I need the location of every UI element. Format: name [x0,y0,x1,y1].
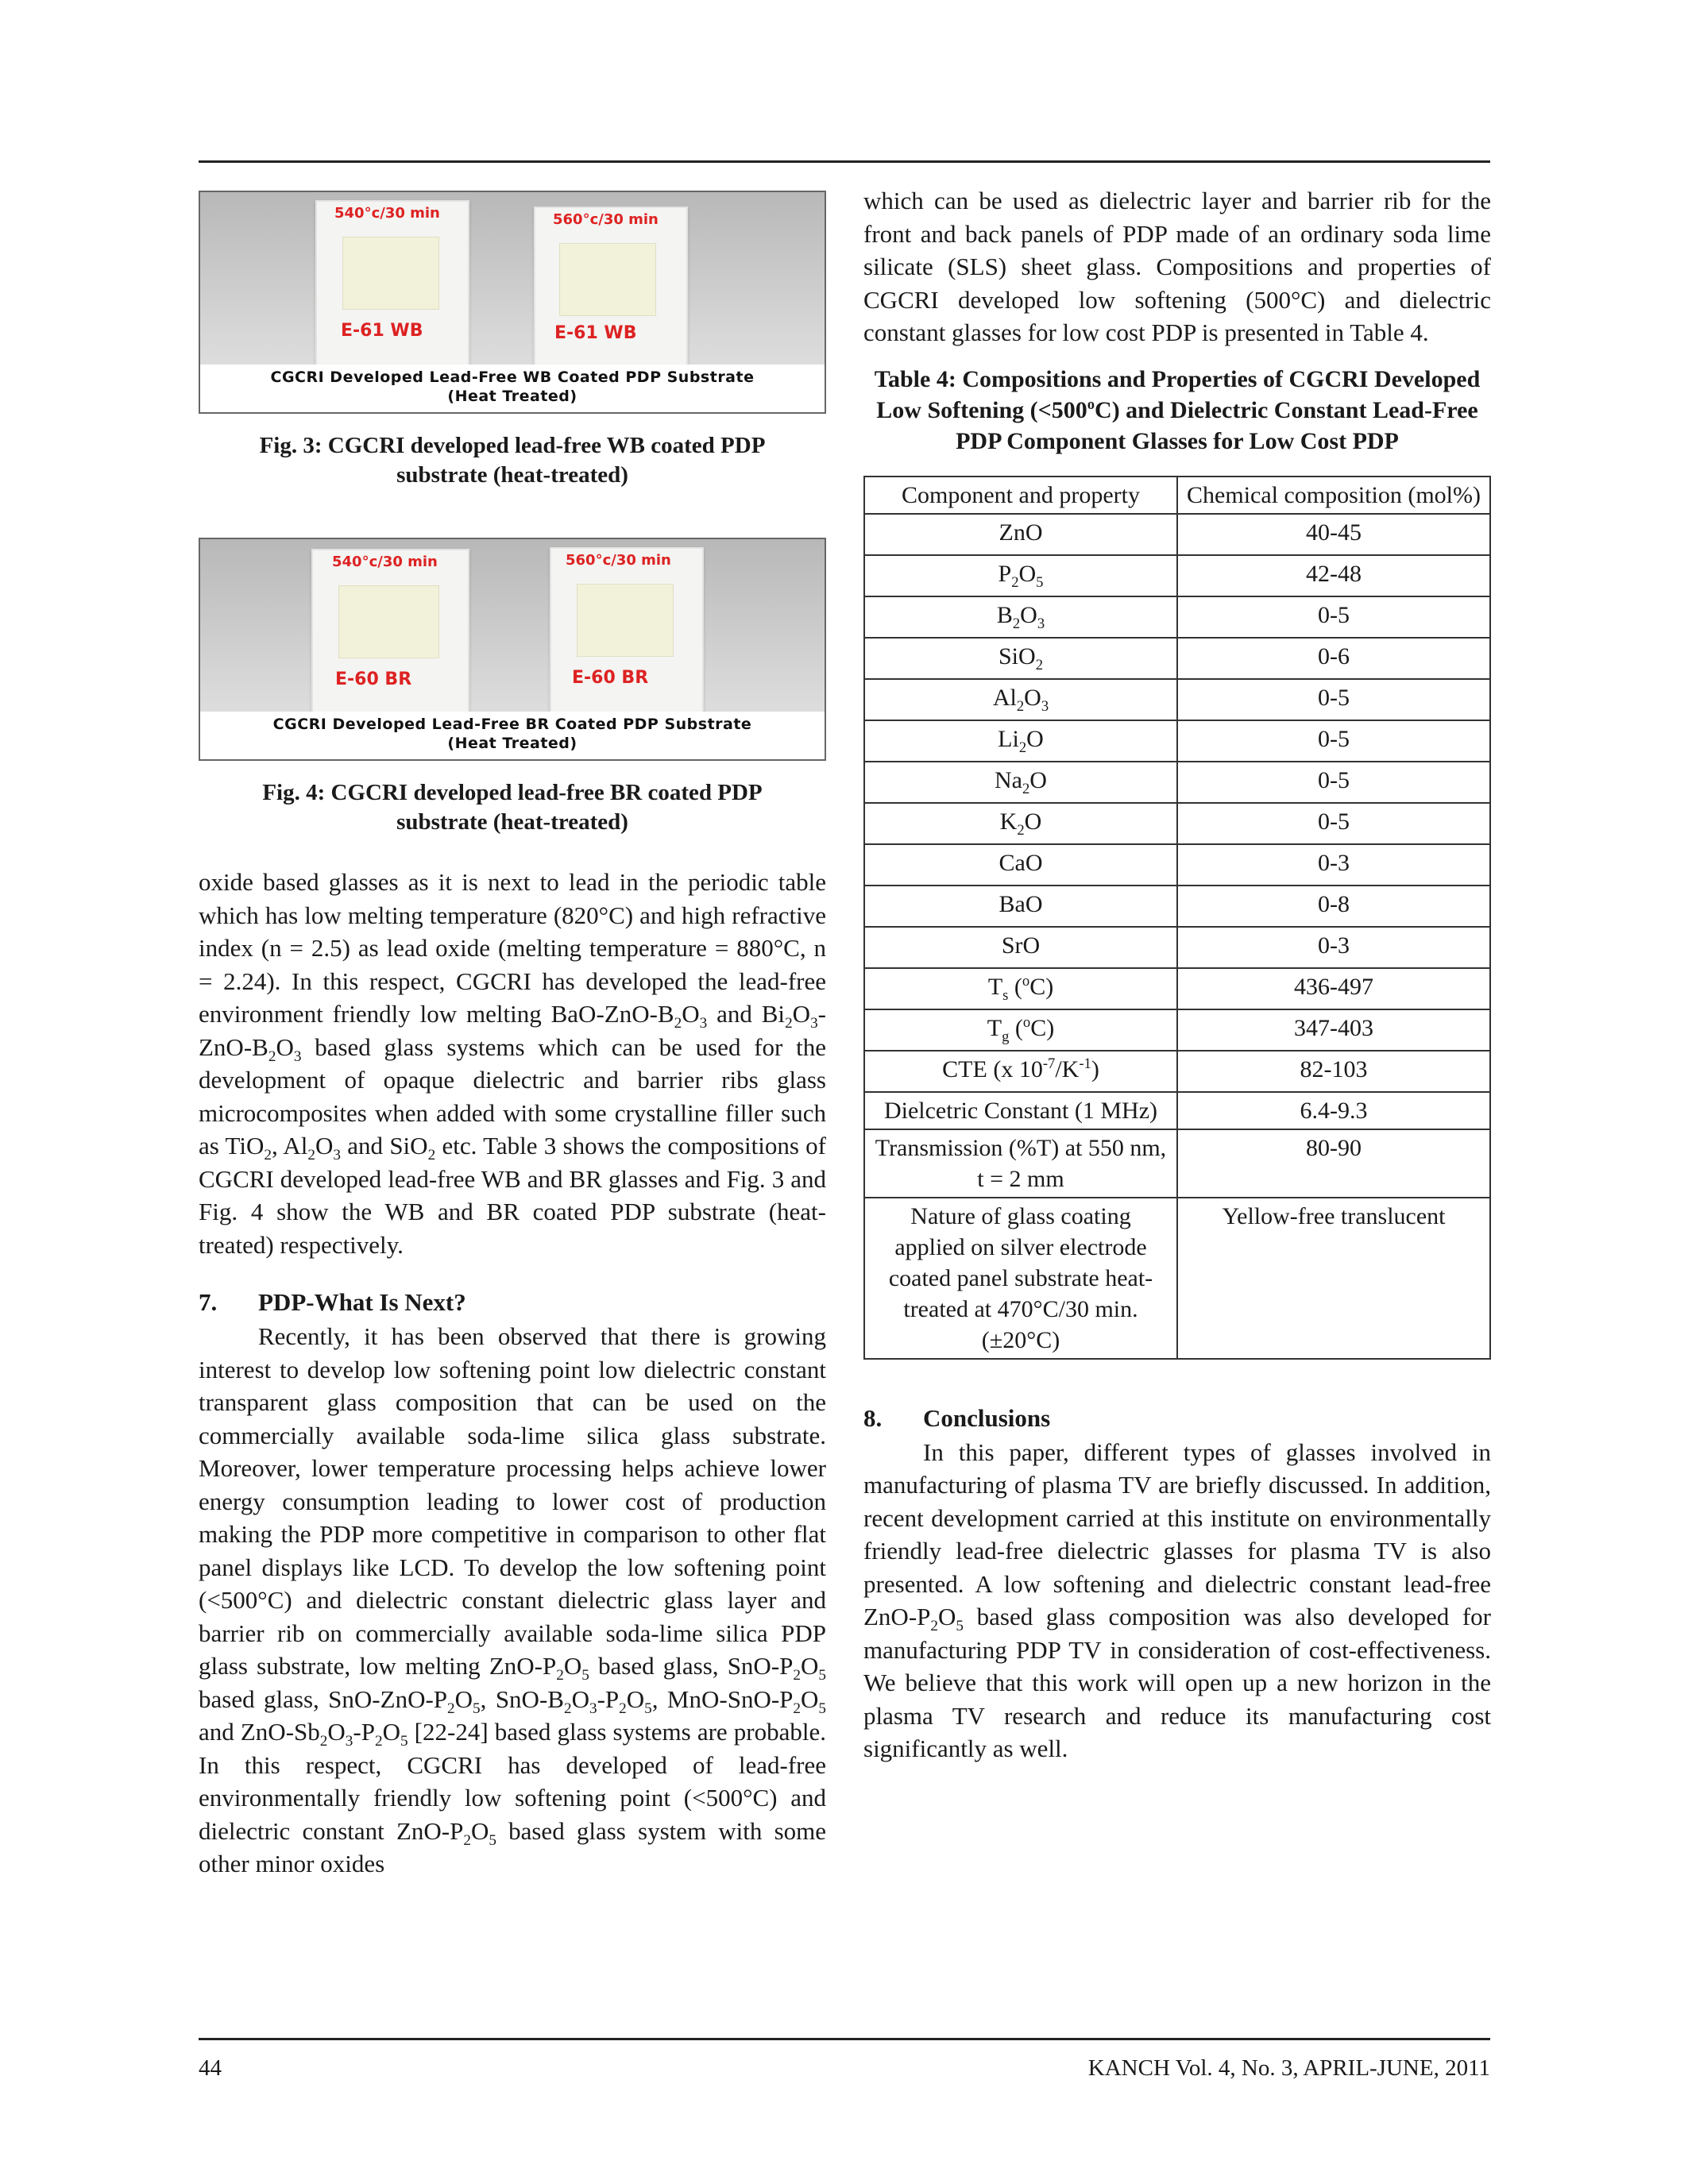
table-row [864,514,1490,555]
strip-line: CGCRI Developed Lead-Free BR Coated PDP Substrate [272,716,752,733]
table-row [864,1198,1490,1359]
value-cell: 0-5 [1177,803,1490,844]
component-cell: CTE (x $10^{-7}/K^{-1}$) [864,1051,1177,1092]
component-cell: $Na_2O$ [864,762,1177,803]
value-cell: 347-403 [1177,1009,1490,1051]
component-cell: Nature of glass coating applied on silver electrode coated panel substrate heat-treated at 470°C/30 min. (±20°C) [864,1198,1177,1359]
caption-line: Fig. 3: CGCRI developed lead-free WB coated PDP [259,433,766,458]
slide-label-bottom: E-60 BR [335,669,412,689]
slide-right [534,206,688,369]
table-row [864,1092,1490,1129]
value-cell: 0-5 [1177,720,1490,762]
strip-line: (Heat Treated) [447,735,577,752]
journal-info: KANCH Vol. 4, No. 3, APRIL-JUNE, 2011 [1087,2055,1490,2081]
table-row [864,803,1490,844]
component-cell: Transmission (%T) at 550 nm, t = 2 mm [864,1129,1177,1198]
header-cell: Component and property [864,477,1177,514]
coating-patch [577,584,674,657]
table-header-row [864,477,1490,514]
table-row [864,968,1490,1009]
figure-strip [200,712,825,759]
table-row [864,927,1490,968]
table-row [864,762,1490,803]
value-cell: 0-3 [1177,927,1490,968]
caption-line: substrate (heat-treated) [396,809,628,835]
strip-line: CGCRI Developed Lead-Free WB Coated PDP Substrate [270,369,755,386]
component-cell: BaO [864,886,1177,927]
component-cell: $B_2O_3$ [864,596,1177,638]
table-row [864,596,1490,638]
table-4 [863,476,1491,1360]
page-number: 44 [199,2055,222,2081]
component-cell: $P_2O_5$ [864,555,1177,596]
component-cell: $T_s$ ($^o$C) [864,968,1177,1009]
value-cell: Yellow-free translucent [1177,1198,1490,1359]
value-cell: 80-90 [1177,1129,1490,1198]
table-row [864,720,1490,762]
table-row [864,679,1490,720]
slide-label-top: 560°c/30 min [553,211,659,228]
table-row [864,1009,1490,1051]
value-cell: 0-5 [1177,762,1490,803]
value-cell: 0-6 [1177,638,1490,679]
component-cell: SiO$_2$ [864,638,1177,679]
component-cell: SrO [864,927,1177,968]
slide-label-bottom: E-61 WB [554,323,637,343]
section-8-paragraph: In this paper, different types of glasses involved in manufacturing of plasma TV are briefly discussed. In addition, recent development carried at this institute on environmentally friendly lead-free dielectric glasses for plasma TV is also presented. A low softening and dielectric constant lead-free ZnO-$P_2O_5$ based glass composition was also developed for manufacturing PDP TV in consideration of cost-effectiveness. We believe that this work will open up a new horizon in the plasma TV research and reduce its manufacturing cost significantly as well. [863,1437,1491,1762]
slide-left [311,549,469,715]
coating-patch [559,243,656,316]
component-cell: $Al_2O_3$ [864,679,1177,720]
value-cell: 0-5 [1177,679,1490,720]
component-cell: ZnO [864,514,1177,555]
table-row [864,555,1490,596]
coating-patch [338,585,439,658]
value-cell: 82-103 [1177,1051,1490,1092]
table-4-title: Table 4: Compositions and Properties of CGCRI Developed Low Softening $(<500^oC)$ and Dielectric Constant Lead-Free PDP Component Glasses for Low Cost PDP [874,365,1481,454]
header-rule [199,160,1490,163]
caption-line: Fig. 4: CGCRI developed lead-free BR coated PDP [262,780,763,805]
section-7-heading: 7. PDP-What Is Next? [199,1288,466,1316]
value-cell: 0-8 [1177,886,1490,927]
component-cell: $T_g$ ($^o$C) [864,1009,1177,1051]
component-cell: Dielcetric Constant (1 MHz) [864,1092,1177,1129]
value-cell: 6.4-9.3 [1177,1092,1490,1129]
right-paragraph: which can be used as dielectric layer and barrier rib for the front and back panels of PDP made of an ordinary soda lime silicate (SLS) sheet glass. Compositions and properties of CGCRI developed low softening (500°C) and dielectric constant glasses for low cost PDP is presented in Table 4. [863,187,1491,346]
left-paragraph: oxide based glasses as it is next to lead in the periodic table which has low melting temperature (820°C) and high refractive index (n = 2.5) as lead oxide (melting temperature = 880°C, n = 2.24). In this respect, CGCRI has developed the lead-free environment friendly low melting BaO-$ZnO-B_2O_3$ and $Bi_2O_3-ZnO-B_2O_3$ based glass systems which can be used for the development of opaque dielectric and barrier ribs glass microcomposites when added with some crystalline filler such as TiO$_2$, $Al_2O_3$ and SiO$_2$ etc. Table 3 shows the compositions of CGCRI developed lead-free WB and BR glasses and Fig. 3 and Fig. 4 show the WB and BR coated PDP substrate (heat-treated) respectively. [199,868,827,1259]
slide-label-top: 540°c/30 min [334,205,440,222]
left-column [199,191,826,1881]
slide-label-top: 540°c/30 min [332,554,438,570]
strip-line: (Heat Treated) [447,388,577,405]
table-row [864,638,1490,679]
value-cell: 0-3 [1177,844,1490,886]
figure-strip [200,365,825,412]
slide-label-bottom: E-61 WB [341,321,423,341]
footer-rule [199,2038,1490,2040]
slide-right [550,547,704,717]
figure-4-caption [207,778,818,837]
component-cell: $K_2O$ [864,803,1177,844]
right-column [863,187,1491,1765]
section-7-paragraph: Recently, it has been observed that there is growing interest to develop low softening point low dielectric constant transparent glass composition that can be used on the commercially available soda-lime silica glass substrate. Moreover, lower temperature processing helps achieve lower energy consumption leading to lower cost of production making the PDP more competitive in comparison to other flat panel displays like LCD. To develop the low softening point (<500°C) and dielectric constant dielectric glass layer and barrier rib on commercially available soda-lime silica PDP glass substrate, low melting ZnO-$P_2O_5$ based glass, SnO-$P_2O_5$ based glass, SnO-$ZnO-P_2O_5$, SnO-$B_2O_3-P_2O_5$, MnO-$SnO-P_2O_5$ and ZnO-$Sb_2O_3-P_2O_5$ [22-24] based glass systems are probable. In this respect, CGCRI has developed of lead-free environmentally friendly low softening point (<500°C) and dielectric constant ZnO-$P_2O_5$ based glass system with some other minor oxides [199,1322,827,1877]
table-row [864,1051,1490,1092]
header-cell: Chemical composition (mol%) [1177,477,1490,514]
value-cell: 40-45 [1177,514,1490,555]
value-cell: 436-497 [1177,968,1490,1009]
figure-4-image [199,538,826,761]
component-cell: $Li_2O$ [864,720,1177,762]
slide-label-top: 560°c/30 min [566,552,671,569]
coating-patch [342,237,439,310]
value-cell: 0-5 [1177,596,1490,638]
component-cell: CaO [864,844,1177,886]
figure-3-caption [207,431,818,490]
table-row [864,886,1490,927]
figure-3-image [199,191,826,414]
table-row [864,1129,1490,1198]
slide-label-bottom: E-60 BR [572,668,649,688]
table-row [864,844,1490,886]
section-8-heading: 8. Conclusions [863,1403,1051,1432]
value-cell: 42-48 [1177,555,1490,596]
caption-line: substrate (heat-treated) [396,462,628,488]
slide-left [315,200,469,366]
